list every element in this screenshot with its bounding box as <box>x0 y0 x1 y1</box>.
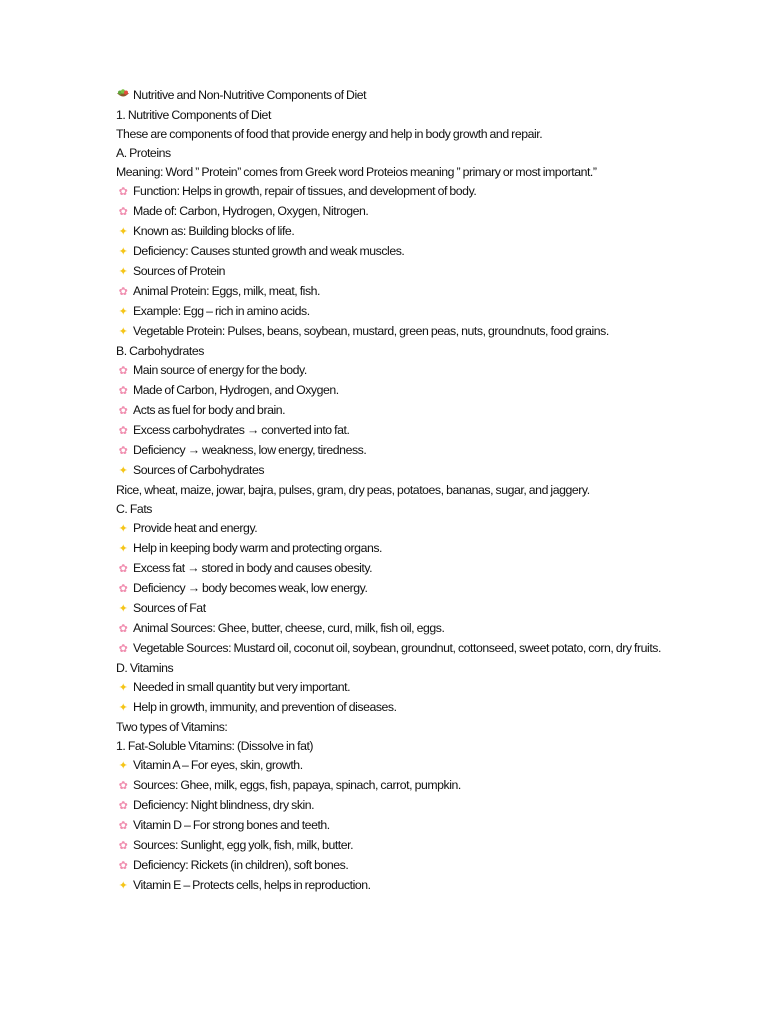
text-line <box>116 639 676 659</box>
text-line <box>116 342 676 361</box>
text-line <box>116 718 676 737</box>
text-line <box>116 539 676 559</box>
line-text: C. Fats <box>116 502 152 516</box>
line-text: Example: Egg – rich in amino acids. <box>133 304 310 318</box>
text-line <box>116 144 676 163</box>
sparkle-icon: ✦ <box>118 880 128 892</box>
flower-icon: ✿ <box>118 860 128 872</box>
flower-icon: ✿ <box>118 623 128 635</box>
text-line <box>116 481 676 500</box>
line-text: Deficiency: Night blindness, dry skin. <box>133 798 315 812</box>
text-line <box>116 322 676 342</box>
line-text: Deficiency: Causes stunted growth and weak muscles. <box>133 244 405 258</box>
salad-icon <box>116 87 130 106</box>
line-text: Vegetable Protein: Pulses, beans, soybean, mustard, green peas, nuts, groundnuts, food grains. <box>133 324 609 338</box>
line-text: Two types of Vitamins: <box>116 720 228 734</box>
flower-icon: ✿ <box>118 286 128 298</box>
line-text: Meaning: Word ” Protein” comes from Greek word Proteios meaning ” primary or most important.” <box>116 165 597 179</box>
line-text: Help in keeping body warm and protecting organs. <box>133 541 383 555</box>
line-text: Vitamin D – For strong bones and teeth. <box>133 818 330 832</box>
text-line <box>116 619 676 639</box>
flower-icon: ✿ <box>118 425 128 437</box>
flower-icon: ✿ <box>118 820 128 832</box>
text-line <box>116 796 676 816</box>
line-text: Made of Carbon, Hydrogen, and Oxygen. <box>133 383 339 397</box>
text-line <box>116 163 676 182</box>
flower-icon: ✿ <box>118 800 128 812</box>
document-body <box>116 106 676 896</box>
line-text: 1. Nutritive Components of Diet <box>116 108 271 122</box>
line-text: Sources of Protein <box>133 264 226 278</box>
salad-icon-graphic <box>116 89 130 99</box>
flower-icon: ✿ <box>118 186 128 198</box>
text-line <box>116 182 676 202</box>
text-line <box>116 816 676 836</box>
line-text: Sources: Sunlight, egg yolk, fish, milk, butter. <box>133 838 354 852</box>
line-text: Help in growth, immunity, and prevention of diseases. <box>133 700 397 714</box>
sparkle-icon: ✦ <box>118 523 128 535</box>
text-line <box>116 401 676 421</box>
line-text: These are components of food that provide energy and help in body growth and repair. <box>116 127 543 141</box>
flower-icon: ✿ <box>118 563 128 575</box>
sparkle-icon: ✦ <box>118 465 128 477</box>
line-text: Provide heat and energy. <box>133 521 258 535</box>
text-line <box>116 125 676 144</box>
line-text: Sources of Fat <box>133 601 206 615</box>
text-line <box>116 856 676 876</box>
line-text: Excess fat → stored in body and causes obesity. <box>133 561 373 575</box>
text-line <box>116 421 676 441</box>
text-line <box>116 441 676 461</box>
line-text: Vegetable Sources: Mustard oil, coconut oil, soybean, groundnut, cottonseed, sweet potato, corn, dry fruits. <box>133 641 661 655</box>
text-line <box>116 659 676 678</box>
sparkle-icon: ✦ <box>118 543 128 555</box>
flower-icon: ✿ <box>118 445 128 457</box>
line-text: Animal Protein: Eggs, milk, meat, fish. <box>133 284 321 298</box>
text-line <box>116 500 676 519</box>
document-title <box>116 86 676 106</box>
flower-icon: ✿ <box>118 780 128 792</box>
text-line <box>116 678 676 698</box>
sparkle-icon: ✦ <box>118 682 128 694</box>
text-line <box>116 262 676 282</box>
text-line <box>116 836 676 856</box>
text-line <box>116 381 676 401</box>
text-line <box>116 222 676 242</box>
text-line <box>116 461 676 481</box>
flower-icon: ✿ <box>118 405 128 417</box>
line-text: Needed in small quantity but very important. <box>133 680 351 694</box>
text-line <box>116 698 676 718</box>
line-text: Known as: Building blocks of life. <box>133 224 295 238</box>
line-text: Deficiency → weakness, low energy, tiredness. <box>133 443 367 457</box>
sparkle-icon: ✦ <box>118 702 128 714</box>
flower-icon: ✿ <box>118 643 128 655</box>
document-page <box>116 86 676 896</box>
text-line <box>116 202 676 222</box>
line-text: Deficiency → body becomes weak, low energy. <box>133 581 368 595</box>
text-line <box>116 361 676 381</box>
line-text: Function: Helps in growth, repair of tissues, and development of body. <box>133 184 477 198</box>
text-line <box>116 519 676 539</box>
line-text: Acts as fuel for body and brain. <box>133 403 286 417</box>
sparkle-icon: ✦ <box>118 760 128 772</box>
text-line <box>116 579 676 599</box>
flower-icon: ✿ <box>118 206 128 218</box>
sparkle-icon: ✦ <box>118 266 128 278</box>
line-text: A. Proteins <box>116 146 171 160</box>
line-text: Sources: Ghee, milk, eggs, fish, papaya, spinach, carrot, pumpkin. <box>133 778 461 792</box>
line-text: Animal Sources: Ghee, butter, cheese, curd, milk, fish oil, eggs. <box>133 621 445 635</box>
flower-icon: ✿ <box>118 365 128 377</box>
line-text: Rice, wheat, maize, jowar, bajra, pulses, gram, dry peas, potatoes, bananas, sugar, and jaggery. <box>116 483 590 497</box>
text-line <box>116 242 676 262</box>
text-line <box>116 776 676 796</box>
text-line <box>116 876 676 896</box>
sparkle-icon: ✦ <box>118 226 128 238</box>
line-text: Vitamin A – For eyes, skin, growth. <box>133 758 303 772</box>
line-text: Deficiency: Rickets (in children), soft bones. <box>133 858 349 872</box>
text-line <box>116 559 676 579</box>
line-text: Main source of energy for the body. <box>133 363 307 377</box>
line-text: B. Carbohydrates <box>116 344 204 358</box>
line-text: Made of: Carbon, Hydrogen, Oxygen, Nitrogen. <box>133 204 369 218</box>
sparkle-icon: ✦ <box>118 306 128 318</box>
line-text: Excess carbohydrates → converted into fat. <box>133 423 350 437</box>
sparkle-icon: ✦ <box>118 246 128 258</box>
flower-icon: ✿ <box>118 385 128 397</box>
text-line <box>116 599 676 619</box>
text-line <box>116 106 676 125</box>
line-text: Vitamin E – Protects cells, helps in reproduction. <box>133 878 371 892</box>
sparkle-icon: ✦ <box>118 603 128 615</box>
text-line <box>116 282 676 302</box>
sparkle-icon: ✦ <box>118 326 128 338</box>
line-text: D. Vitamins <box>116 661 174 675</box>
text-line <box>116 737 676 756</box>
title-text: Nutritive and Non-Nutritive Components of Diet <box>133 88 367 102</box>
flower-icon: ✿ <box>118 583 128 595</box>
line-text: 1. Fat-Soluble Vitamins: (Dissolve in fat) <box>116 739 314 753</box>
text-line <box>116 756 676 776</box>
flower-icon: ✿ <box>118 840 128 852</box>
line-text: Sources of Carbohydrates <box>133 463 265 477</box>
text-line <box>116 302 676 322</box>
